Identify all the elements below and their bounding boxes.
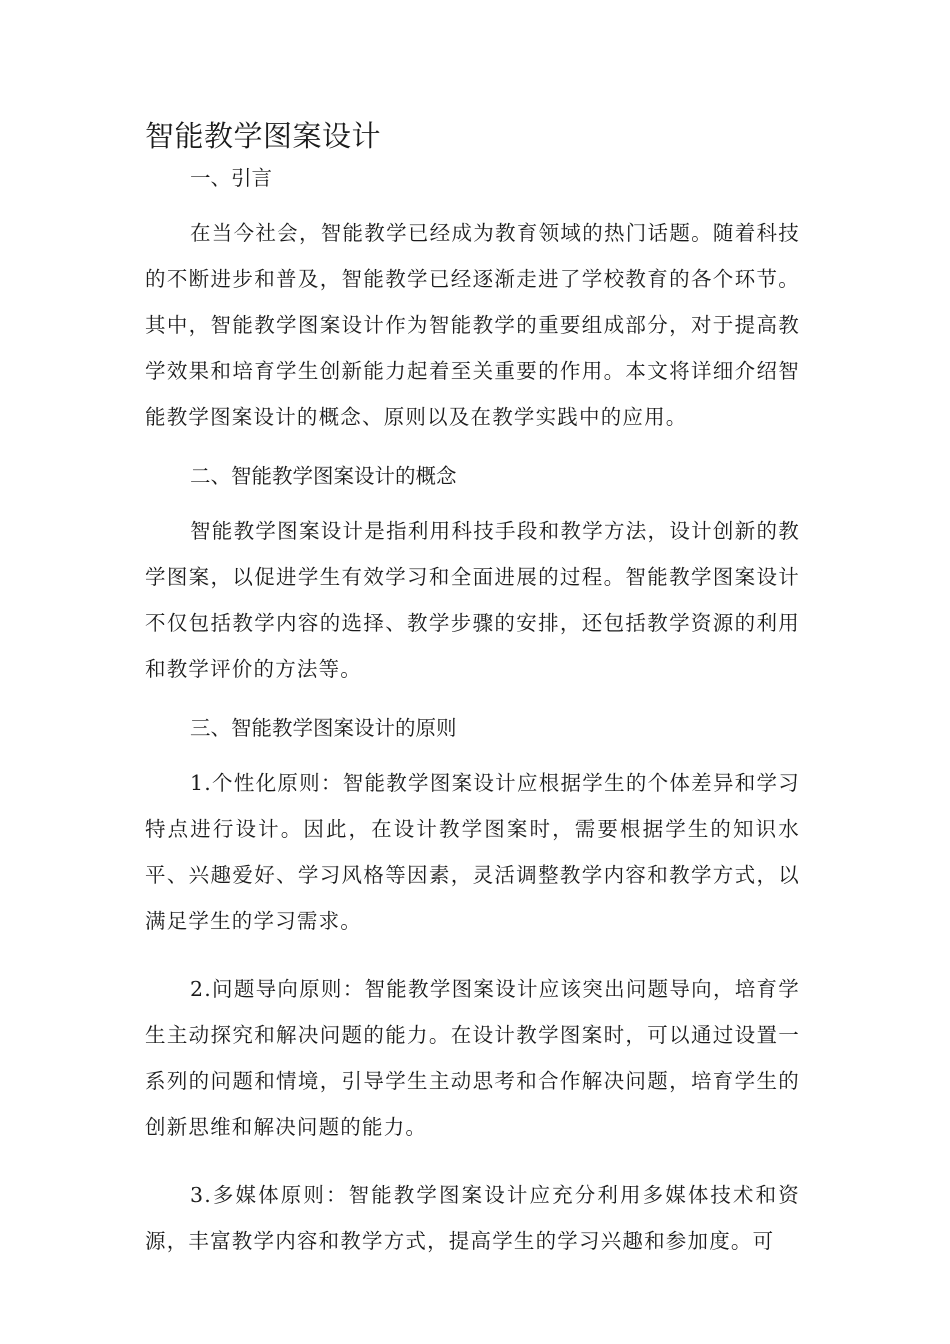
document-page — [145, 112, 800, 1286]
section-heading: 一、引言 — [190, 166, 272, 190]
paragraph: 在当今社会，智能教学已经成为教育领域的热门话题。随着科技的不断进步和普及，智能教学已经逐渐走进了学校教育的各个环节。其中，智能教学图案设计作为智能教学的重要组成部分，对于提高教学效果和培育学生创新能力起着至关重要的作用。本文将详细介绍智能教学图案设计的概念、原则以及在教学实践中的应用。 — [145, 221, 800, 429]
paragraph-principle-2: 2.问题导向原则：智能教学图案设计应该突出问题导向，培育学生主动探究和解决问题的能力。在设计教学图案时，可以通过设置一系列的问题和情境，引导学生主动思考和合作解决问题，培育学生的创新思维和解决问题的能力。 — [145, 977, 800, 1139]
paragraph-principle-3: 3.多媒体原则：智能教学图案设计应充分利用多媒体技术和资源，丰富教学内容和教学方式，提高学生的学习兴趣和参加度。可 — [145, 1183, 800, 1253]
section-heading: 三、智能教学图案设计的原则 — [190, 716, 457, 740]
section-heading: 二、智能教学图案设计的概念 — [190, 464, 457, 488]
section-concept — [145, 462, 800, 692]
section-principles — [145, 714, 800, 1264]
paragraph-principle-1: 1.个性化原则：智能教学图案设计应根据学生的个体差异和学习特点进行设计。因此，在设计教学图案时，需要根据学生的知识水平、兴趣爱好、学习风格等因素，灵活调整教学内容和教学方式，以满足学生的学习需求。 — [145, 771, 800, 933]
section-introduction — [145, 164, 800, 440]
paragraph: 智能教学图案设计是指利用科技手段和教学方法，设计创新的教学图案，以促进学生有效学习和全面进展的过程。智能教学图案设计不仅包括教学内容的选择、教学步骤的安排，还包括教学资源的利用和教学评价的方法等。 — [145, 519, 800, 681]
document-title: 智能教学图案设计 — [145, 119, 382, 153]
